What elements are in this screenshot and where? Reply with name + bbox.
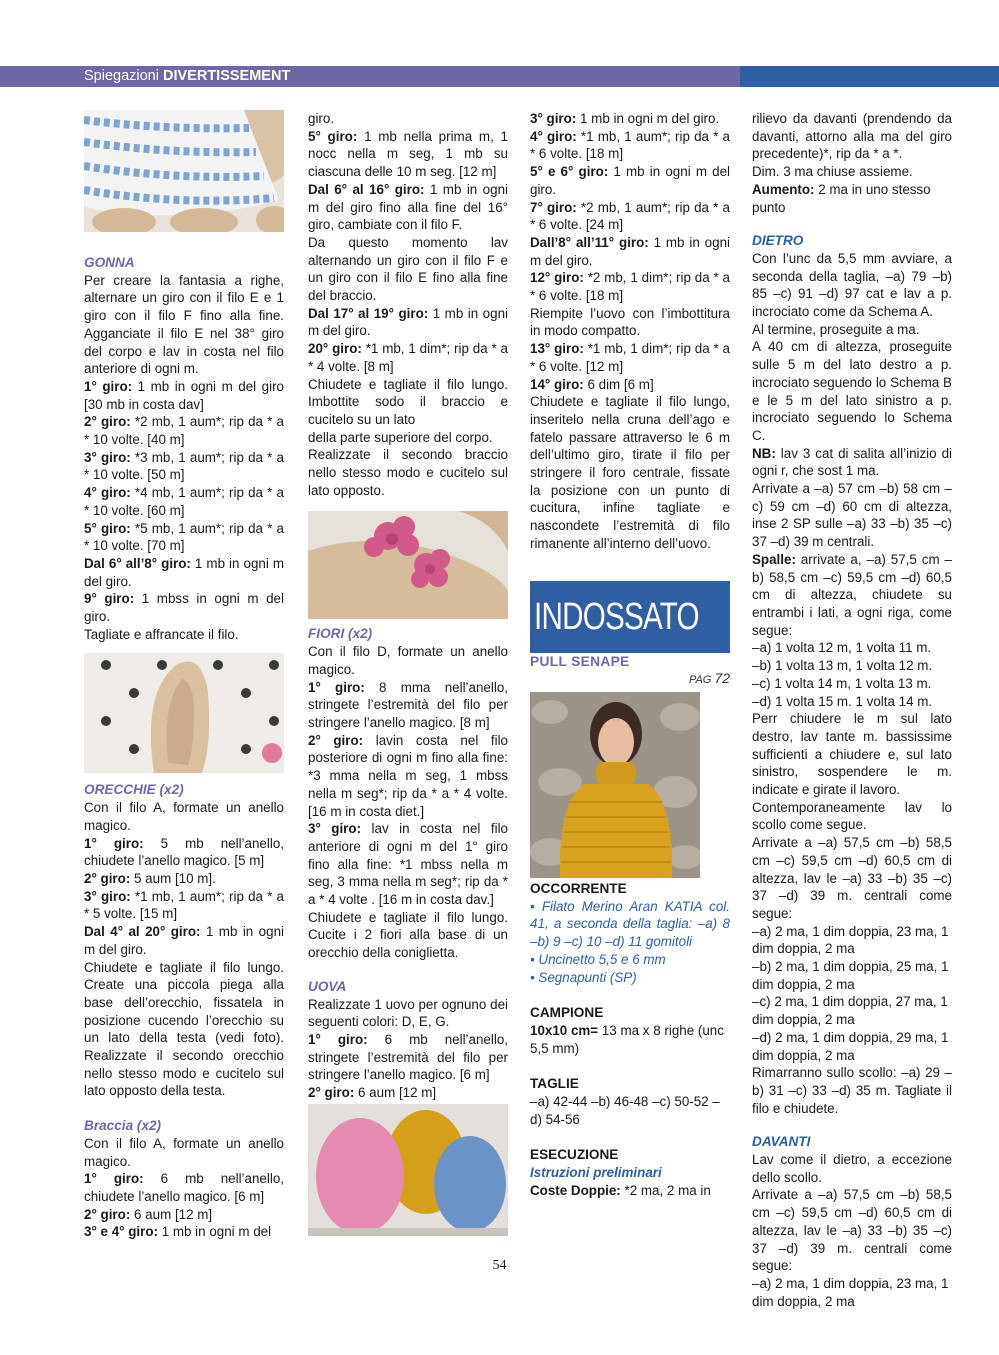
flower-photo [308,511,508,619]
spalle-line: –c) 1 volta 14 m, 1 volta 13 m. [752,675,932,691]
orecchie-end: Chiudete e tagliate il filo lungo. Create una piccola piega alla base dell’orecchio, fissatela in posizione cucendo l’orecchio su un lato della testa (vedi foto). Realizzate il secondo orecchio nello stesso modo e cucitelo sul lato opposto della testa. [84,959,284,1099]
spalle-text: Spalle: arrivate a, –a) 57,5 cm –b) 58,5 cm –c) 59,5 cm –d) 60,5 cm di altezza, chiudete su entrambi i lati, a ogni riga, come segue: [752,551,952,638]
uova-row: 13° giro: *1 mb, 1 dim*; rip da * a * 6 volte. [12 m] [530,341,730,374]
orecchie-row: Dal 4° al 20° giro: 1 mb in ogni m del giro. [84,924,284,957]
indossato-banner: INDOSSATO [530,581,730,653]
davanti-text: Lav come il dietro, a eccezione dello scollo. [752,1152,952,1185]
column-2 [308,110,508,1236]
esecuzione-heading: ESECUZIONE [530,1147,619,1163]
uova-row: Dall’8° all’11° giro: 1 mb in ogni m del giro. [530,234,730,268]
orecchie-intro: Con il filo A, formate un anello magico. [84,800,284,833]
uova-end: Chiudete e tagliate il filo lungo, inseritelo nella cruna dell’ago e fatelo passare attraverso le 6 m dell’ultimo giro, tirate il filo per stringere il foro centrale, fissate la posizione con un punto di cucitura, infine tagliate e nascondete l’estremità di filo rimanente all’interno dell’uovo. [530,394,730,551]
pull-title: PULL SENAPE [530,653,630,669]
spalle-line: –b) 1 volta 13 m, 1 volta 12 m. [752,658,933,674]
eggs-photo [308,1104,508,1236]
aumento-text: Aumento: 2 ma in uno stesso punto [752,181,931,215]
gonna-row: 9° giro: 1 mbss in ogni m del giro. [84,591,284,625]
uova-row: 7° giro: *2 mb, 1 aum*; rip da * a * 6 volte. [24 m] [530,199,730,233]
scollo-line: –c) 2 ma, 1 dim doppia, 27 ma, 1 dim doppia, 2 ma [752,994,948,1028]
spalle-line: –a) 1 volta 12 m, 1 volta 11 m. [752,640,932,656]
dietro-text: A 40 cm di altezza, proseguite sulle 5 m del lato destro a p. incrociato seguendo lo Schema B e le 5 m del lato sinistro a p. incrociato seguendo lo Schema C. [752,339,952,443]
dietro-text: Arrivate a –a) 57 cm –b) 58 cm –c) 59 cm –d) 60 cm di altezza, inse 2 SP sulle –a) 33 –b) 35 –c) 37 –d) 39 m centrali. [752,481,952,550]
braccia-intro: Con il filo A, formate un anello magico. [84,1135,284,1169]
fiori-row: 3° giro: lav in costa nel filo anteriore di ogni m del 1° giro fino alla fine: *1 mbss nella m seg, 3 mma nella m seg*; rip da * a * 4 volte . [16 m in costa dav.] [308,821,508,908]
fiori-end: Chiudete e tagliate il filo lungo. Cucite i 2 fiori alla base di un orecchio della coniglietta. [308,909,508,961]
orecchie-row: 3° giro: *1 mb, 1 aum*; rip da * a * 5 volte. [15 m] [84,888,284,922]
braccia-row: Dal 17° al 19° giro: 1 mb in ogni m del giro. [308,305,508,339]
occorrente-heading: OCCORRENTE [530,880,627,896]
braccia-row: 1° giro: 6 mb nell’anello, chiudete l’anello magico. [6 m] [84,1171,284,1204]
column-3 [530,110,730,1200]
spalle-line: –d) 1 volta 15 m. 1 volta 14 m. [752,693,933,709]
nb-text: NB: lav 3 cat di salita all’inizio di ogni r, che sost 1 ma. [752,445,952,479]
uova-row: 3° giro: 1 mb in ogni m del giro. [530,111,720,126]
braccia-row: 20° giro: *1 mb, 1 dim*; rip da * a * 4 volte. [8 m] [308,341,508,374]
occorrente-item: • Filato Merino Aran KATIA col. 41, a seconda della taglia: –a) 8 –b) 9 –c) 10 –d) 11 gomitoli [530,898,730,950]
fiori-intro: Con il filo D, formate un anello magico. [308,644,508,677]
column-1 [84,110,284,1241]
occorrente-item: • Segnapunti (SP) [530,969,637,985]
braccia-row: 3° e 4° giro: 1 mb in ogni m del [84,1224,272,1240]
sweater-photo [530,692,730,878]
gonna-intro: Per creare la fantasia a righe, alternare un giro con il filo E e 1 giro con il filo F fino alla fine. Agganciate il filo E nel 38° giro del corpo e lav in costa nel filo anteriore di ogni m. [84,272,284,377]
gonna-row: Dal 6° all’8° giro: 1 mb in ogni m del giro. [84,555,285,589]
fiori-row: 2° giro: lavin costa nel filo posteriore di ogni m fino alla fine: *3 mma nella m seg, 1 mbss nella m seg*; rip da * a * 4 volte. [16 m in costa diet.] [308,732,508,819]
braccia-end: della parte superiore del corpo. [308,429,493,445]
uova-heading: UOVA [308,978,347,994]
uova-intro: Realizzate 1 uovo per ognuno dei seguenti colori: D, E, G. [308,996,508,1030]
taglie-heading: TAGLIE [530,1076,579,1092]
coste-text: Coste Doppie: *2 ma, 2 ma in [530,1182,711,1198]
coste-cont: rilievo da davanti (prendendo da davanti, attorno alla ma del giro precedente)*, rip da * a *. [752,111,952,162]
dim-text: Dim. 3 ma chiuse assieme. [752,164,913,180]
braccia-row: Dal 6° al 16° giro: 1 mb in ogni m del giro fino alla fine del 16° giro, cambiate con il filo F. [308,181,508,233]
column-4 [752,110,952,1310]
page-number: 54 [492,1258,507,1273]
dietro-text: Perr chiudere le m sul lato destro, lav tante m. bassissime sufficienti a chiudere e, sul lato sinistro, sospendere le m. indicate e girate il lavoro. [752,711,952,798]
fiori-heading: FIORI (x2) [308,626,373,642]
section-header [0,66,999,87]
braccia-end: Realizzate il secondo braccio nello stesso modo e cucitelo sul lato opposto. [308,447,508,498]
gonna-row: 3° giro: *3 mb, 1 aum*; rip da * a * 10 volte. [50 m] [84,449,284,483]
gonna-heading: GONNA [84,255,135,270]
gonna-row: 2° giro: *2 mb, 1 aum*; rip da * a * 10 volte. [40 m] [84,414,284,448]
braccia-cont: giro. [308,111,335,126]
dietro-text: Contemporaneamente lav lo scollo come segue. [752,799,952,833]
campione-heading: CAMPIONE [530,1005,604,1021]
scollo-line: –b) 2 ma, 1 dim doppia, 25 ma, 1 dim doppia, 2 ma [752,959,949,992]
uova-row: 12° giro: *2 mb, 1 dim*; rip da * a * 6 volte. [18 m] [530,270,730,304]
scollo-line: –d) 2 ma, 1 dim doppia, 29 ma, 1 dim doppia, 2 ma [752,1029,949,1063]
skirt-photo [84,110,284,232]
dietro-text: Al termine, proseguite a ma. [752,321,920,337]
dietro-text: Rimarranno sullo scollo: –a) 29 –b) 31 –c) 33 –d) 35 m. Tagliate il filo e chiudete. [752,1065,952,1116]
orecchie-heading: ORECCHIE (x2) [84,782,184,798]
braccia-mid: Da questo momento lav alternando un giro con il filo F e un giro con il filo E fino alla fine del braccio. [308,234,508,304]
dietro-text: Con l’unc da 5,5 mm avviare, a seconda della taglia, –a) 79 –b) 85 –c) 91 –d) 97 cat e lav a p. incrociato come da Schema A. [752,250,952,320]
uova-row: 1° giro: 6 mb nell’anello, stringete l’estremità del filo per stringere l’anello magico. [6 m] [308,1031,508,1083]
braccia-row: 2° giro: 6 aum [12 m] [84,1206,213,1222]
braccia-heading: Braccia (x2) [84,1118,162,1134]
fiori-row: 1° giro: 8 mma nell’anello, stringete l’estremità del filo per stringere l’anello magico. [8 m] [308,679,508,730]
uova-mid: Riempite l’uovo con l’imbottitura in modo compatto. [530,305,730,339]
header-bar-blue [740,66,999,87]
dietro-heading: DIETRO [752,233,804,249]
scollo-line: –a) 2 ma, 1 dim doppia, 23 ma, 1 dim doppia, 2 ma [752,923,949,957]
braccia-end: Chiudete e tagliate il filo lungo. Imbottite sodo il braccio e cucitelo su un lato [308,376,508,427]
gonna-end: Tagliate e affrancate il filo. [84,626,239,642]
istruzioni-heading: Istruzioni preliminari [530,1165,662,1181]
page-reference: PAG 72 [688,670,730,687]
orecchie-row: 1° giro: 5 mb nell’anello, chiudete l’anello magico. [5 m] [84,835,284,869]
gonna-row: 1° giro: 1 mb in ogni m del giro [30 mb in costa dav] [84,378,284,412]
uova-row: 4° giro: *1 mb, 1 aum*; rip da * a * 6 volte. [18 m] [530,128,730,162]
gonna-row: 4° giro: *4 mb, 1 aum*; rip da * a * 10 volte. [60 m] [84,485,284,518]
gonna-row: 5° giro: *5 mb, 1 aum*; rip da * a * 10 volte. [70 m] [84,520,284,554]
ear-photo [84,653,284,773]
braccia-row: 5° giro: 1 mb nella prima m, 1 nocc nella m seg, 1 mb su ciascuna delle 10 m seg. [12 m] [308,128,508,180]
campione-text: 10x10 cm= 13 ma x 8 righe (unc 5,5 mm) [530,1022,724,1056]
uova-row: 5° e 6° giro: 1 mb in ogni m del giro. [530,164,730,197]
dietro-text: Arrivate a –a) 57,5 cm –b) 58,5 cm –c) 59,5 cm –d) 60,5 cm di altezza, lav le –a) 33 –b) 35 –c) 37 –d) 39 m. centrali come segue: [752,835,952,921]
uova-row: 2° giro: 6 aum [12 m] [308,1085,437,1101]
gonna-rows [84,378,284,626]
davanti-heading: DAVANTI [752,1134,811,1150]
uova-row: 14° giro: 6 dim [6 m] [530,376,654,392]
occorrente-item: • Uncinetto 5,5 e 6 mm [530,951,666,967]
taglie-text: –a) 42-44 –b) 46-48 –c) 50-52 –d) 54-56 [530,1094,720,1127]
header-title: Spiegazioni DIVERTISSEMENT [84,68,291,84]
davanti-text: –a) 2 ma, 1 dim doppia, 23 ma, 1 dim doppia, 2 ma [752,1276,949,1309]
orecchie-row: 2° giro: 5 aum [10 m]. [84,870,216,886]
davanti-text: Arrivate a –a) 57,5 cm –b) 58,5 cm –c) 59,5 cm –d) 60,5 cm di altezza, lav le –a) 33 –b) 35 –c) 37 –d) 39 m. centrali come segue: [752,1187,952,1274]
